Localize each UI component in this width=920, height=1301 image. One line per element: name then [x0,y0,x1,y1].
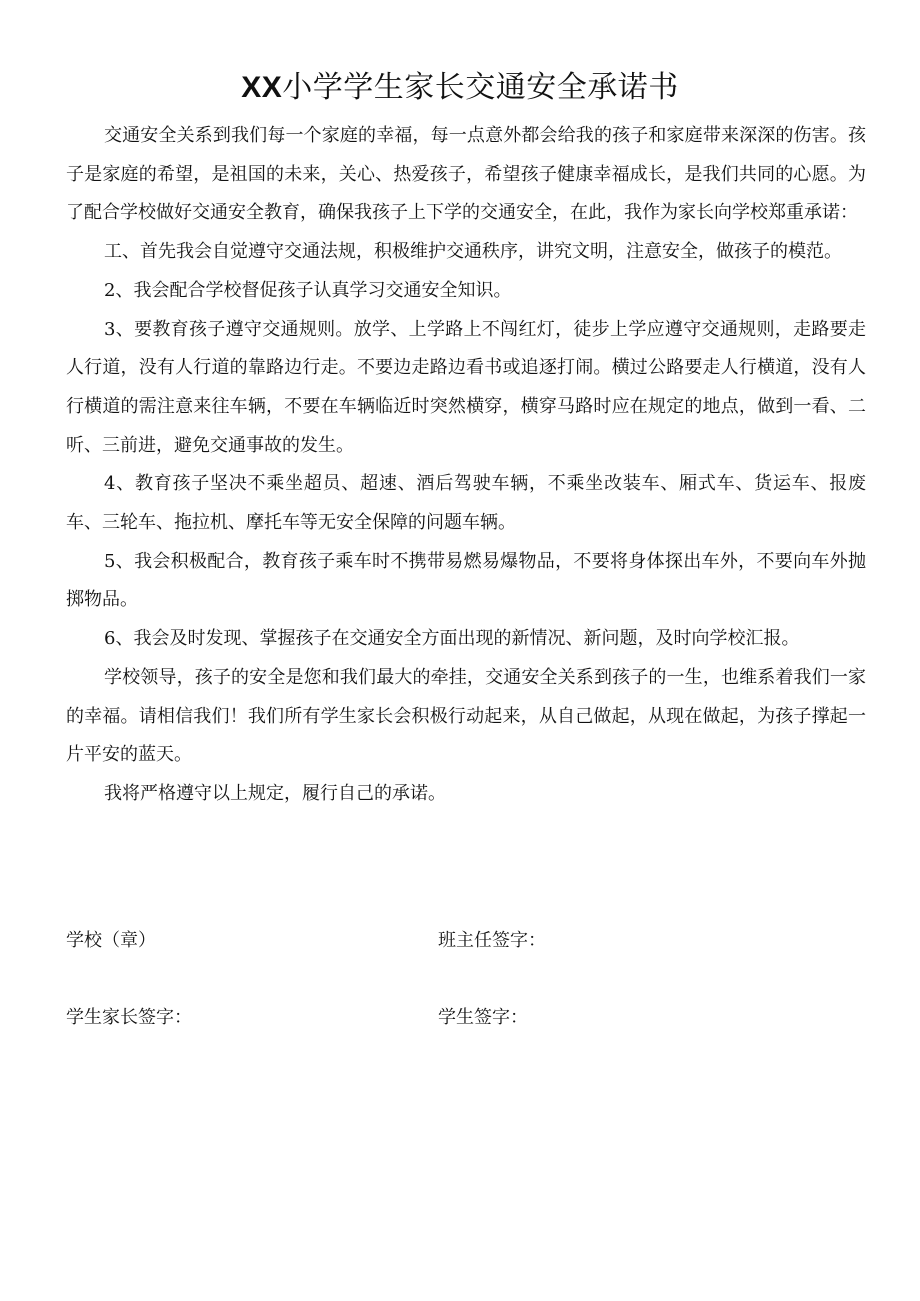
paragraph-item-5: 5、我会积极配合，教育孩子乘车时不携带易燃易爆物品，不要将身体探出车外，不要向车外抛掷物品。 [66,550,866,611]
paragraph-item-2: 2、我会配合学校督促孩子认真学习交通安全知识。 [104,279,512,301]
paragraph-intro: 交通安全关系到我们每一个家庭的幸福，每一点意外都会给我的孩子和家庭带来深深的伤害。孩子是家庭的希望，是祖国的未来，关心、热爱孩子，希望孩子健康幸福成长，是我们共同的心愿。为了配合学校做好交通安全教育，确保我孩子上下学的交通安全，在此，我作为家长向学校郑重承诺： [66,125,866,224]
title-prefix: XX [241,71,283,104]
parent-signature-label: 学生家长签字： [66,1007,192,1028]
paragraph-item-3: 3、要教育孩子遵守交通规则。放学、上学路上不闯红灯，徒步上学应遵守交通规则，走路要走人行道，没有人行道的靠路边行走。不要边走路边看书或追逐打闹。横过公路要走人行横道，没有人行横道的需注意来往车辆，不要在车辆临近时突然横穿，横穿马路时应在规定的地点，做到一看、二听、三前进，避免交通事故的发生。 [66,318,866,456]
document-body [66,117,866,814]
document-title [0,66,920,110]
paragraph-item-1: 工、首先我会自觉遵守交通法规，积极维护交通秩序，讲究文明，注意安全，做孩子的模范。 [104,241,842,263]
paragraph-pledge: 我将严格遵守以上规定，履行自己的承诺。 [104,782,446,804]
title-text: 小学学生家长交通安全承诺书 [282,70,679,105]
paragraph-item-4: 4、教育孩子坚决不乘坐超员、超速、酒后驾驶车辆，不乘坐改装车、厢式车、货运车、报废车、三轮车、拖拉机、摩托车等无安全保障的问题车辆。 [66,473,866,534]
paragraph-closing: 学校领导，孩子的安全是您和我们最大的牵挂，交通安全关系到孩子的一生，也维系着我们一家的幸福。请相信我们！我们所有学生家长会积极行动起来，从自己做起，从现在做起，为孩子撑起一片平安的蓝天。 [66,666,866,766]
head-teacher-signature-label: 班主任签字： [438,930,546,951]
paragraph-item-6: 6、我会及时发现、掌握孩子在交通安全方面出现的新情况、新问题，及时向学校汇报。 [104,628,800,650]
student-signature-label: 学生签字： [438,1007,528,1028]
school-seal-label: 学校（章） [66,930,156,951]
